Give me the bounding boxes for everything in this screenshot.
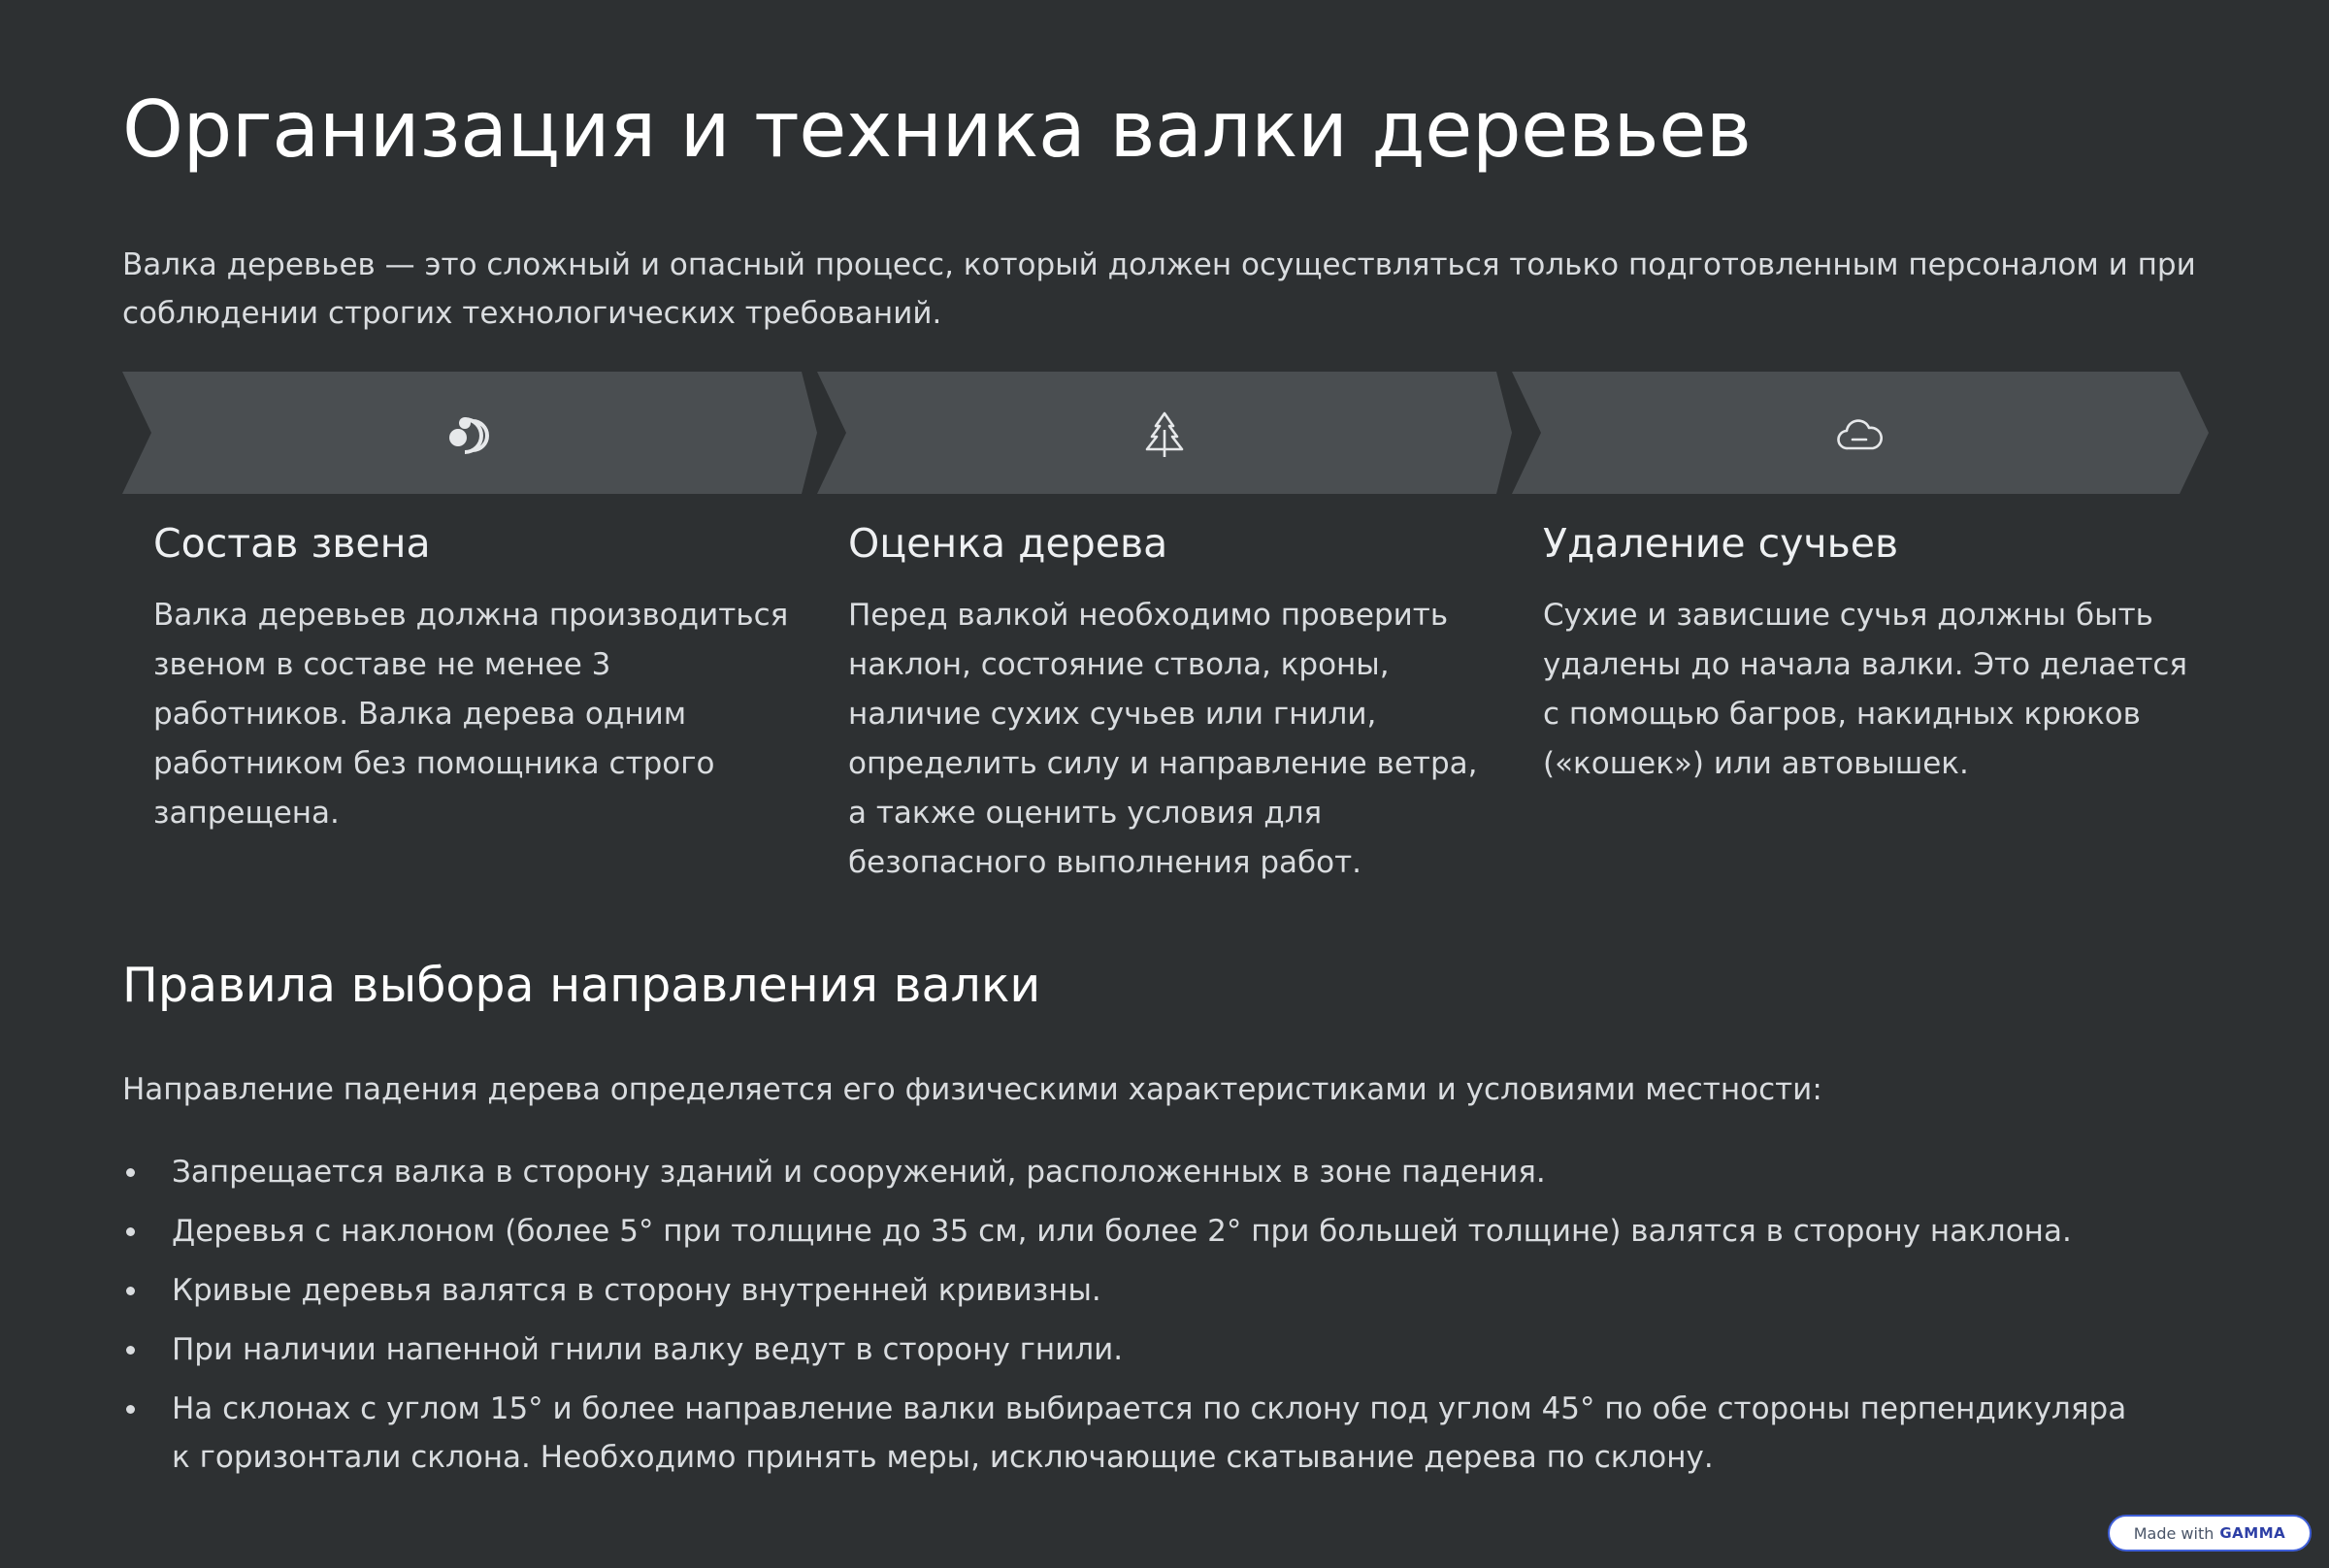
- list-item: Запрещается валка в сторону зданий и сооружений, расположенных в зоне падения.: [122, 1148, 2209, 1196]
- list-item: Кривые деревья валятся в сторону внутренней кривизны.: [122, 1266, 2209, 1315]
- gamma-logo: GAMMA: [2219, 1524, 2286, 1542]
- cloud-minus-icon: [1832, 410, 1886, 459]
- list-item: На склонах с углом 15° и более направление валки выбирается по склону под углом 45° по обе стороны перпендикуляра к горизонтали склона. Необходимо принять меры, исключающие скатывание дерева по склону.: [122, 1385, 2209, 1482]
- step-title: Удаление сучьев: [1543, 520, 1899, 567]
- step-title: Оценка дерева: [848, 520, 1168, 567]
- section-lead: Направление падения дерева определяется его физическими характеристиками и условиями местности:: [122, 1072, 1822, 1107]
- badge-label: Made with: [2133, 1523, 2214, 1543]
- page-title: Организация и техника валки деревьев: [122, 84, 1752, 175]
- made-with-gamma-badge[interactable]: [2108, 1515, 2312, 1552]
- section-title: Правила выбора направления валки: [122, 958, 1041, 1013]
- step-text: Валка деревьев должна производиться звеном в составе не менее 3 работников. Валка дерева одним работником без помощника строго запрещена.: [153, 598, 789, 831]
- step-text: Сухие и зависшие сучья должны быть удалены до начала валки. Это делается с помощью багров, накидных крюков («кошек») или автовышек.: [1543, 598, 2188, 781]
- rules-list: [122, 1148, 2209, 1492]
- intro-paragraph: Валка деревьев — это сложный и опасный процесс, который должен осуществляться только подготовленным персоналом и при соблюдении строгих технологических требований.: [122, 247, 2196, 331]
- steps-row: [122, 372, 2209, 915]
- step-title: Состав звена: [153, 520, 431, 567]
- list-item: При наличии напенной гнили валку ведут в сторону гнили.: [122, 1325, 2209, 1374]
- list-item: Деревья с наклоном (более 5° при толщине до 35 см, или более 2° при большей толщине) валятся в сторону наклона.: [122, 1207, 2209, 1256]
- tree-icon: [1137, 410, 1192, 459]
- step-text: Перед валкой необходимо проверить наклон, состояние ствола, кроны, наличие сухих сучьев или гнили, определить силу и направление ветра, а также оценить условия для безопасного выполнения работ.: [848, 598, 1478, 880]
- people-group-icon: [443, 410, 497, 459]
